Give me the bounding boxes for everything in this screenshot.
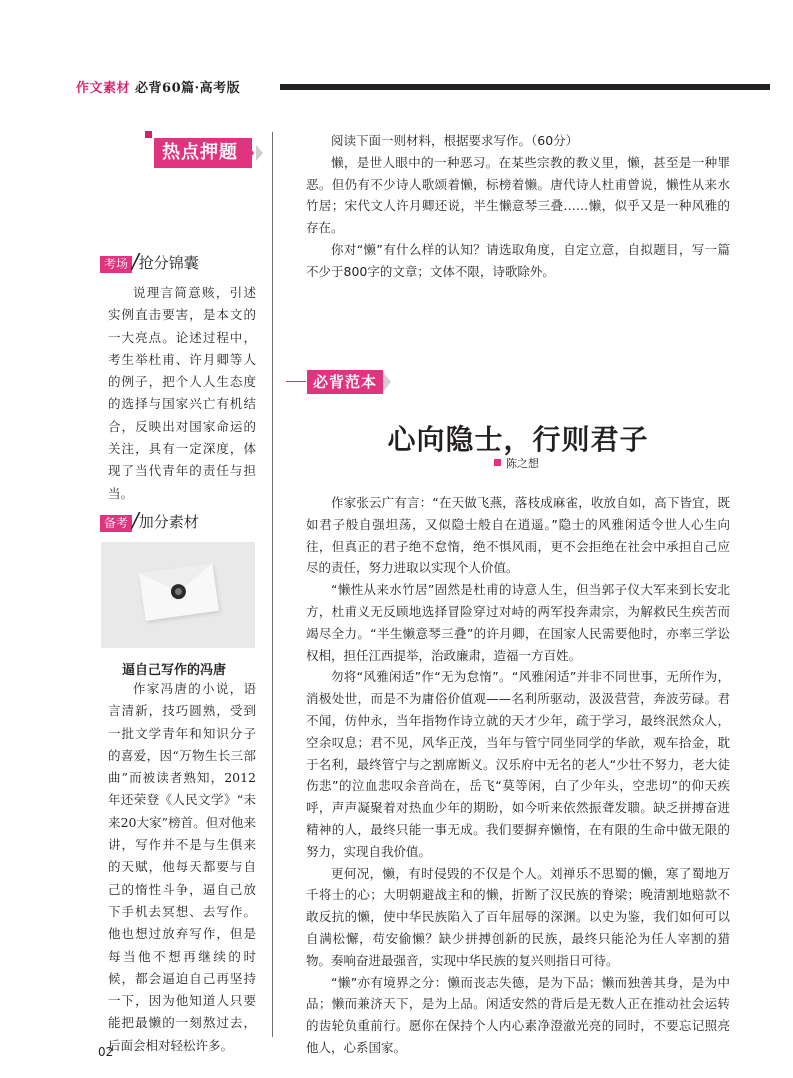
beikao-text: 作家冯唐的小说，语言清新，技巧圆熟，受到一批文学青年和知识分子的喜爱，因“万物生长三部曲”而被读者熟知，2012年还荣登《人民文学》“未来20大家”榜首。但对他来讲，写作并不是与生俱来的天赋，他每天都要与自己的惰性斗争，逼自己放下手机去冥想、去写作。他也想过放弃写作，但是每当他不想再继续的时候，都会逼迫自己再坚持一下，因为他知道人只要能把最懒的一刻熬过去，后面会相对轻松许多。 xyxy=(108,681,256,1053)
essay-paragraph: 勿将“风雅闲适”作“无为怠惰”。“风雅闲适”并非不同世事，无所作为，消极处世，而是不为庸俗价值观——名利所驱动，汲汲营营，奔波劳碌。君不闻，仿仲永，当年指物作诗立就的天才少年，疏于学习，最终泯然众人，空余叹息；君不见，风华正茂，当年与管宁同坐同学的华歆，观车拾金，耽于名利，最终管宁与之割席断义。汉乐府中无名的老人“少壮不努力，老大徒伤悲”的泣血悲叹余音尚在，岳飞“莫等闲，白了少年头，空悲切”的仰天疾呼，声声凝聚着对热血少年的期盼，如今听来依然振聋发聩。缺乏拼搏奋进精神的人，最终只能一事无成。我们要摒弃懒惰，在有限的生命中做无限的努力，实现自我价值。 xyxy=(306,669,730,859)
prompt-block xyxy=(306,130,730,283)
prompt-material: 懒，是世人眼中的一种恶习。在某些宗教的教义里，懒，甚至是一种罪恶。但仍有不少诗人歌颂着懒，标榜着懒。唐代诗人杜甫曾说，懒性从来水竹居；宋代文人许月卿还说，半生懒意琴三叠……懒，似乎又是一种风雅的存在。 xyxy=(306,154,730,236)
essay-title: 心向隐士，行则君子 xyxy=(387,423,649,456)
kaochang-text: 说理言简意赅，引述实例直击要害，是本文的一大亮点。论述过程中，考生举杜甫、许月卿等人的例子，把个人人生态度的选择与国家兴亡有机结合，反映出对国家命运的关注，具有一定深度，体现了当代青年的责任与担当。 xyxy=(108,285,256,501)
slash-icon: / xyxy=(132,508,139,532)
essay-section-tag: 必背范本 xyxy=(307,370,383,394)
column-divider xyxy=(272,132,273,1037)
header-rule xyxy=(280,84,770,90)
essay-paragraph: “懒性从来水竹居”固然是杜甫的诗意人生，但当郭子仪大军来到长安北方，杜甫义无反顾地选择冒险穿过对峙的两军投奔肃宗，为解救民生疾苦而竭尽全力。“半生懒意琴三叠”的许月卿，在国家人民需要他时，亦率三学讼权相，担任江西提举，治政廉肃，造福一方百姓。 xyxy=(306,582,730,663)
beikao-heading: 加分素材 xyxy=(138,513,199,531)
kaochang-header xyxy=(100,249,199,273)
beikao-tag: 备考 xyxy=(100,515,132,532)
hot-topic-title: 热点押题 xyxy=(154,138,252,168)
essay-paragraph: “懒”亦有境界之分：懒而丧志失德，是为下品；懒而独善其身，是为中品；懒而兼济天下，是为上品。闲适安然的背后是无数人正在推动社会运转的齿轮负重前行。愿你在保持个人内心素净澄澈光亮的同时，不要忘记照亮他人，心系国家。 xyxy=(306,974,730,1055)
prompt-intro: 阅读下面一则材料，根据要求写作。（60分） xyxy=(331,133,579,148)
kaochang-tag: 考场 xyxy=(100,256,132,273)
brand-edition: 60篇·高考版 xyxy=(162,81,241,96)
hot-topic-arrow-icon xyxy=(244,140,254,166)
kaochang-heading: 抢分锦囊 xyxy=(138,254,199,272)
header-brand xyxy=(76,77,240,96)
brand-must: 必背 xyxy=(130,81,163,96)
author-bullet-icon xyxy=(494,459,501,466)
material-subtitle: 逼自己写作的冯唐 xyxy=(122,663,227,678)
envelope-image xyxy=(101,542,255,648)
slash-icon: / xyxy=(132,249,139,273)
prompt-requirement: 你对“懒”有什么样的认知？请选取角度，自定立意，自拟题目，写一篇不少于800字的文章；文体不限，诗歌除外。 xyxy=(306,241,730,279)
essay-body xyxy=(306,492,730,1059)
author-name: 陈之想 xyxy=(506,457,539,470)
section-arrow-icon xyxy=(383,372,391,392)
essay-paragraph: 作家张云广有言：“在天做飞燕，落枝成麻雀，收放自如，高下皆宜，既如君子般自强坦荡，又似隐士般自在逍遥。”隐士的风雅闲适令世人心生向往，但真正的君子绝不怠惰，绝不惧风雨，更不会拒绝在社会中承担自己应尽的责任，努力进取以实现个人价值。 xyxy=(306,495,730,576)
brand-series: 作文素材 xyxy=(76,81,131,96)
section-connector xyxy=(286,381,306,382)
essay-author xyxy=(494,455,539,471)
page-number: 02 xyxy=(98,1045,114,1059)
hot-topic-shadow-arrow-icon xyxy=(256,145,263,161)
beikao-header xyxy=(100,508,199,532)
envelope-icon xyxy=(139,563,219,621)
decor-square xyxy=(145,131,152,138)
essay-paragraph: 更何况，懒，有时侵毁的不仅是个人。刘禅乐不思蜀的懒，寒了蜀地万千将士的心；大明朝避战主和的懒，折断了汉民族的脊梁；晚清割地赔款不敢反抗的懒，使中华民族陷入了百年屈辱的深渊。以史为鉴，我们如何可以自满松懈，苟安偷懒？缺少拼搏创新的民族，最终只能沦为任人宰割的猎物。奏响奋进最强音，实现中华民族的复兴则指日可待。 xyxy=(306,865,730,968)
